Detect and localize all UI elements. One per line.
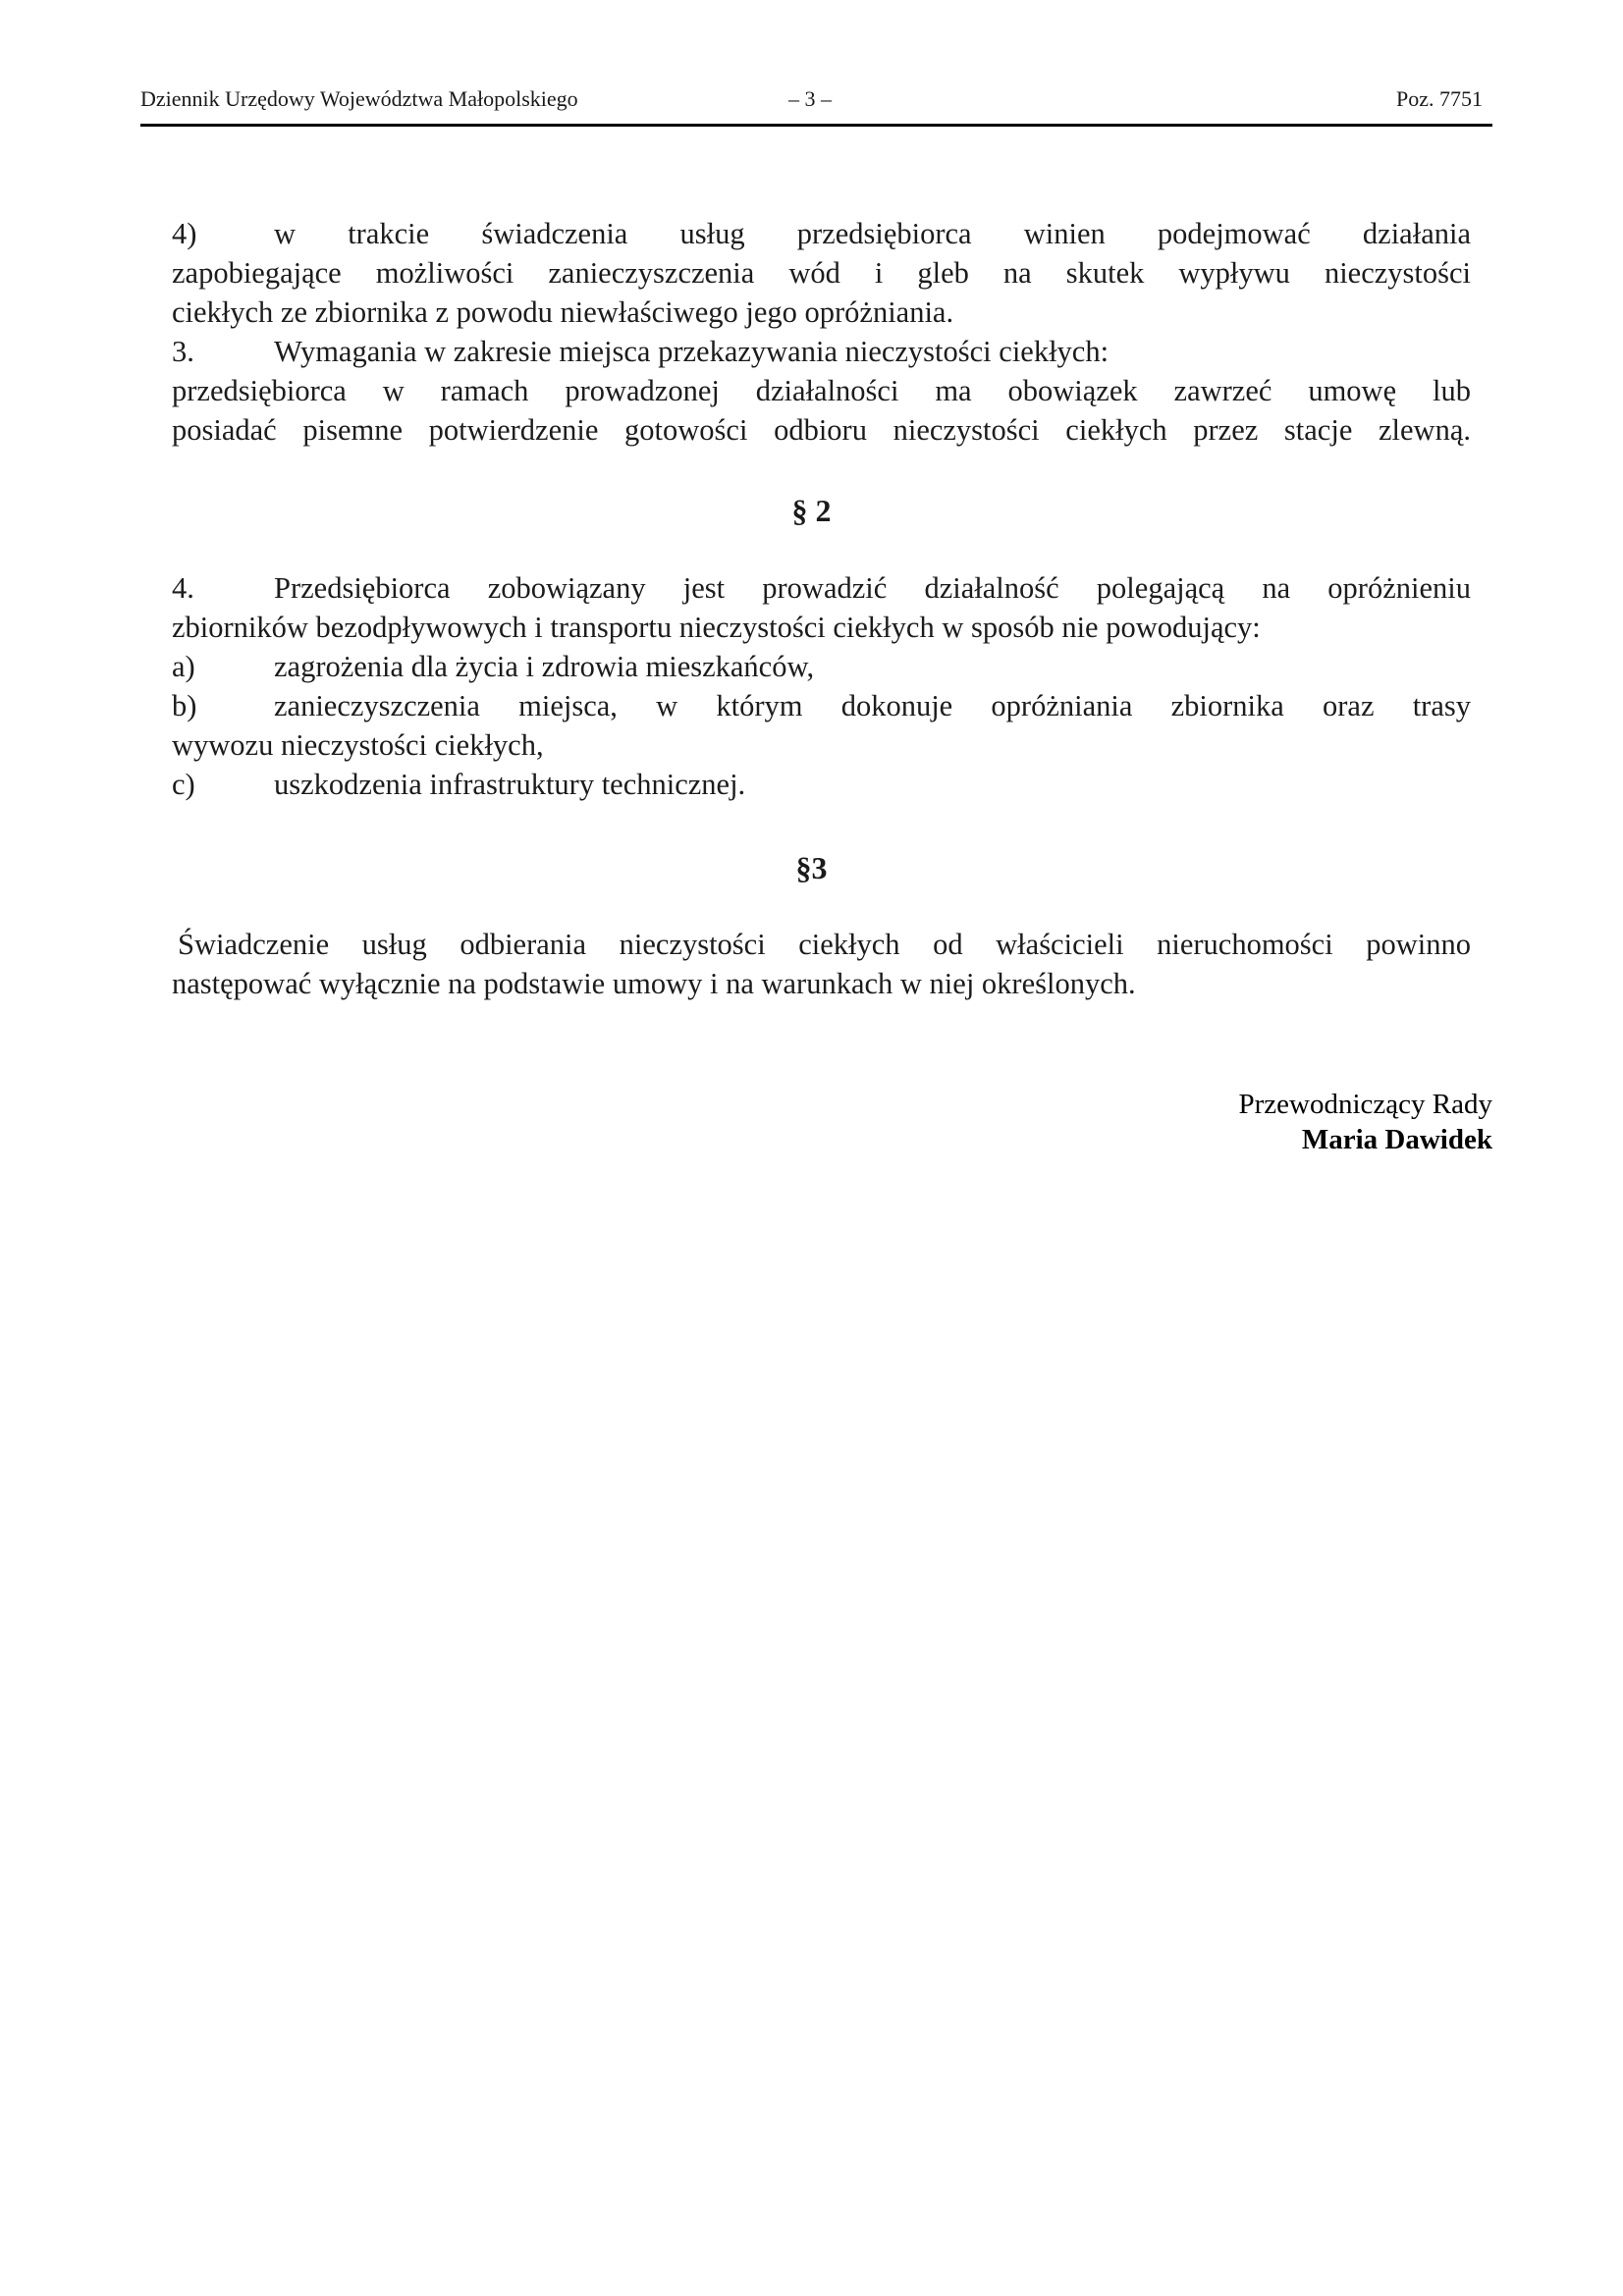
item4-line3: ciekłych ze zbiornika z powodu niewłaściwego jego opróżniania. <box>172 295 954 329</box>
item4-line1 <box>172 214 1471 253</box>
s2-item-a-label: a) <box>172 650 195 683</box>
s2-line1-text: Przedsiębiorca zobowiązany jest prowadzić działalność polegającą na opróżnieniu <box>274 571 1471 605</box>
s2-item-c-label: c) <box>172 768 195 801</box>
item3-number: 3. <box>172 335 194 368</box>
journal-title: Dziennik Urzędowy Województwa Małopolskiego <box>140 86 578 111</box>
section-3-heading: §3 <box>795 850 828 885</box>
header-divider <box>140 124 1492 127</box>
s2-item-b-label: b) <box>172 689 197 722</box>
s2-item-a-text: zagrożenia dla życia i zdrowia mieszkańców, <box>274 650 815 683</box>
signature-block <box>1239 1087 1492 1157</box>
s2-item-c-text: uszkodzenia infrastruktury technicznej. <box>274 768 746 801</box>
s2-line2: zbiorników bezodpływowych i transportu nieczystości ciekłych w sposób nie powodujący: <box>172 611 1261 644</box>
item4-text: w trakcie świadczenia usług przedsiębiorca winien podejmować działania <box>274 217 1471 250</box>
s3-line2: następować wyłącznie na podstawie umowy i na warunkach w niej określonych. <box>172 967 1136 1000</box>
s3-line1: Świadczenie usług odbierania nieczystości ciekłych od właścicieli nieruchomości powinno <box>178 928 1471 961</box>
signature-name: Maria Dawidek <box>1301 1124 1492 1155</box>
s2-item-number: 4. <box>172 571 194 605</box>
item3-heading: Wymagania w zakresie miejsca przekazywania nieczystości ciekłych: <box>274 335 1109 368</box>
item3-line1: przedsiębiorca w ramach prowadzonej działalności ma obowiązek zawrzeć umowę lub <box>172 374 1471 407</box>
s2-item-b-text: zanieczyszczenia miejsca, w którym dokonuje opróżniania zbiornika oraz trasy <box>274 689 1471 722</box>
item3-heading-line <box>172 332 1471 371</box>
section-2-body <box>172 568 1471 804</box>
item4-line2: zapobiegające możliwości zanieczyszczenia wód i gleb na skutek wypływu nieczystości <box>172 256 1471 290</box>
position-number: Poz. 7751 <box>1396 86 1483 111</box>
page-number: – 3 – <box>788 86 832 111</box>
s2-item-b <box>172 686 1471 725</box>
item4-number: 4) <box>172 217 197 250</box>
item3-line2: posiadać pisemne potwierdzenie gotowości odbioru nieczystości ciekłych przez stacje zlewną. <box>172 413 1471 447</box>
section-3-body <box>172 925 1471 1003</box>
page-header <box>140 86 1492 126</box>
s2-item-b-cont: wywozu nieczystości ciekłych, <box>172 728 544 762</box>
section-2-heading: § 2 <box>791 493 832 528</box>
s2-item-a <box>172 647 1471 686</box>
signature-role: Przewodniczący Rady <box>1238 1089 1492 1120</box>
s2-line1 <box>172 568 1471 608</box>
s2-item-c <box>172 765 1471 804</box>
block-requirements <box>172 214 1471 450</box>
